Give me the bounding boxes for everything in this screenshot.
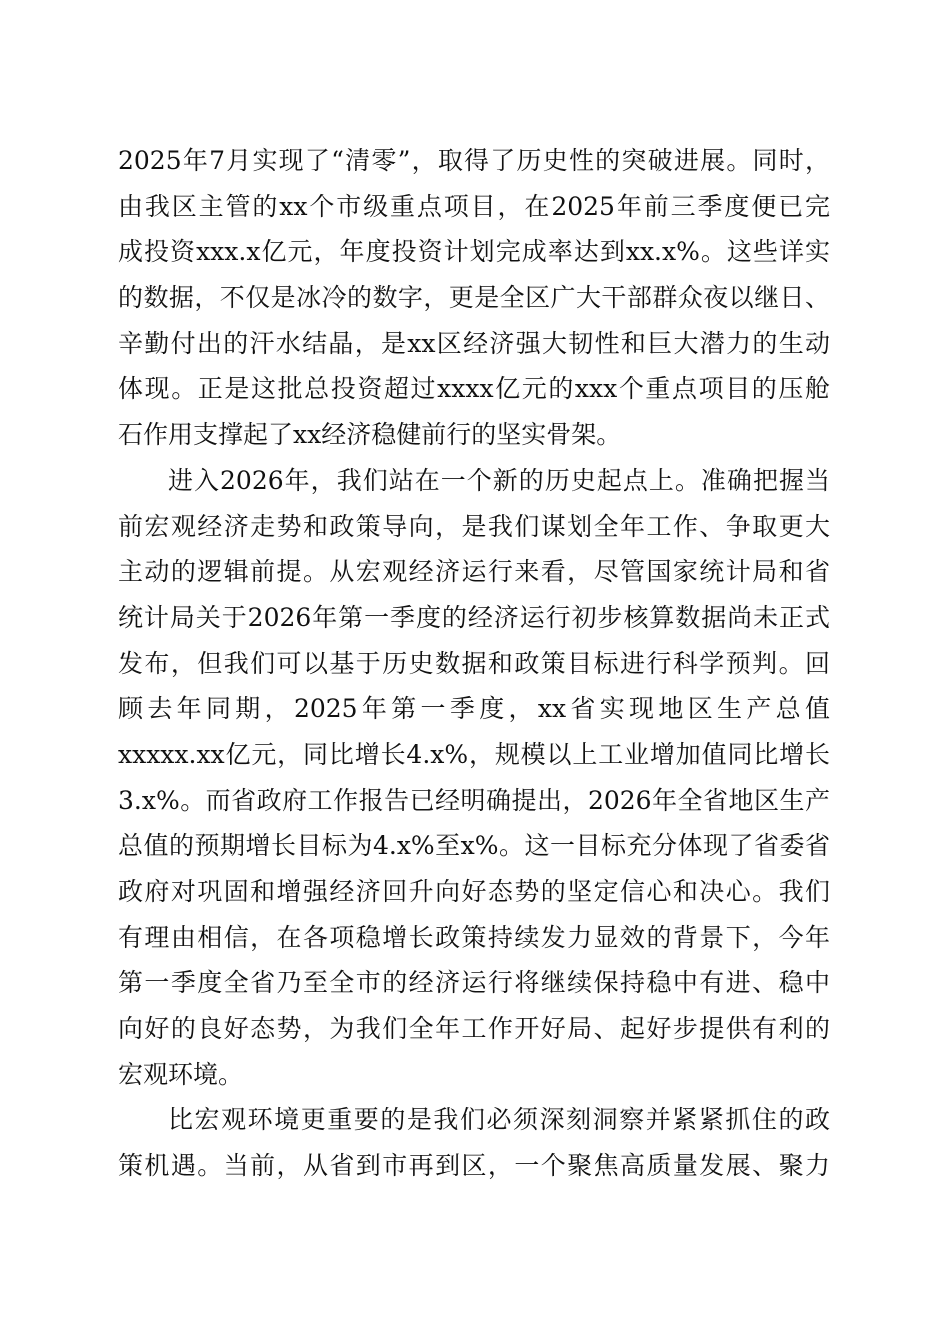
text-line: 石作用支撑起了xx经济稳健前行的坚实骨架。 — [118, 420, 622, 450]
text-line: 体现。正是这批总投资超过xxxx亿元的xxx个重点项目的压舱 — [118, 374, 830, 404]
document-body — [118, 138, 830, 1189]
text-line: 3.x%。而省政府工作报告已经明确提出，2026年全省地区生产 — [118, 785, 830, 815]
text-line: 策机遇。当前，从省到市再到区，一个聚焦高质量发展、聚力 — [118, 1151, 830, 1181]
text-line: 有理由相信，在各项稳增长政策持续发力显效的背景下，今年 — [118, 922, 830, 952]
text-line: 比宏观环境更重要的是我们必须深刻洞察并紧紧抓住的政 — [168, 1105, 830, 1135]
paragraph-3 — [118, 1097, 830, 1188]
text-line: 进入2026年，我们站在一个新的历史起点上。准确把握当 — [168, 465, 830, 495]
text-line: 宏观环境。 — [118, 1059, 244, 1089]
text-line: 发布，但我们可以基于历史数据和政策目标进行科学预判。回 — [118, 648, 830, 678]
text-line: 的数据，不仅是冰冷的数字，更是全区广大干部群众夜以继日、 — [118, 283, 830, 313]
text-line: 由我区主管的xx个市级重点项目，在2025年前三季度便已完 — [118, 191, 830, 221]
text-line: 前宏观经济走势和政策导向，是我们谋划全年工作、争取更大 — [118, 511, 830, 541]
paragraph-1 — [118, 138, 830, 458]
text-line: 向好的良好态势，为我们全年工作开好局、起好步提供有利的 — [118, 1014, 830, 1044]
text-line: 主动的逻辑前提。从宏观经济运行来看，尽管国家统计局和省 — [118, 557, 830, 587]
text-line: 第一季度全省乃至全市的经济运行将继续保持稳中有进、稳中 — [118, 968, 830, 998]
text-line: 成投资xxx.x亿元，年度投资计划完成率达到xx.x%。这些详实 — [118, 237, 830, 267]
text-line: 总值的预期增长目标为4.x%至x%。这一目标充分体现了省委省 — [118, 831, 830, 861]
paragraph-2 — [118, 458, 830, 1098]
text-line: 统计局关于2026年第一季度的经济运行初步核算数据尚未正式 — [118, 602, 830, 632]
text-line: 2025年7月实现了“清零”，取得了历史性的突破进展。同时， — [118, 146, 830, 175]
text-line: xxxxx.xx亿元，同比增长4.x%，规模以上工业增加值同比增长 — [118, 739, 830, 769]
text-line: 顾去年同期，2025年第一季度，xx省实现地区生产总值 — [118, 694, 830, 724]
text-line: 辛勤付出的汗水结晶，是xx区经济强大韧性和巨大潜力的生动 — [118, 328, 830, 358]
text-line: 政府对巩固和增强经济回升向好态势的坚定信心和决心。我们 — [118, 877, 830, 906]
